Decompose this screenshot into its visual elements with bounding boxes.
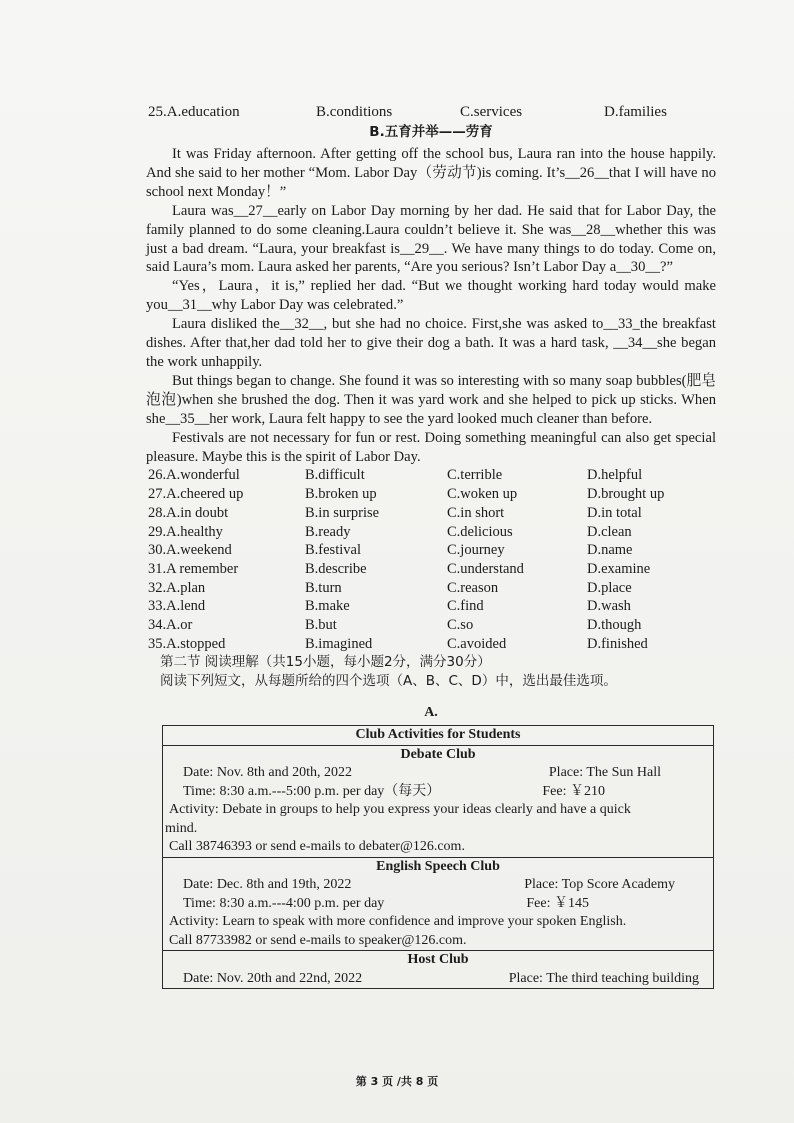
table-title: Club Activities for Students bbox=[163, 726, 714, 746]
club-contact: Call 87733982 or send e-mails to speaker@126.com. bbox=[169, 932, 467, 948]
option-row-27 bbox=[148, 485, 716, 504]
option-row-29 bbox=[148, 523, 716, 542]
page-footer: 第 3 页 /共 8 页 bbox=[355, 1075, 439, 1088]
club-place: Place: Top Score Academy bbox=[524, 877, 675, 893]
option: C.woken up bbox=[447, 486, 518, 503]
club-date: Date: Dec. 8th and 19th, 2022 bbox=[183, 877, 352, 893]
option: C.reason bbox=[447, 579, 499, 596]
passage-paragraph-2: Laura was__27__early on Labor Day morning by her dad. He said that for Labor Day, the family planned to do some cleaning.Laura couldn’t believe it. She was__28__whether this was just a bad dream. “Laura, your breakfast is__29__. We have many things to do today. Come on, said Laura’s mom. Laura asked her parents, “Are you serious? Isn’t Labor Day a__30__?” bbox=[146, 202, 716, 276]
option-row-34 bbox=[148, 616, 716, 635]
q25-option-b: B.conditions bbox=[316, 104, 393, 120]
option: 26.A.wonderful bbox=[148, 467, 240, 484]
option: 31.A remember bbox=[148, 560, 239, 577]
option: 30.A.weekend bbox=[148, 542, 232, 559]
option: D.place bbox=[587, 579, 632, 596]
option: D.brought up bbox=[587, 486, 665, 503]
option: D.finished bbox=[587, 635, 648, 652]
passage-paragraph-3: “Yes，Laura，it is,” replied her dad. “But we thought working hard today would make you__31__why Labor Day was celebrated.” bbox=[146, 278, 716, 314]
option: 35.A.stopped bbox=[148, 635, 226, 652]
option: 33.A.lend bbox=[148, 598, 206, 615]
option: B.in surprise bbox=[305, 504, 380, 521]
option: B.ready bbox=[305, 523, 351, 540]
exam-sheet bbox=[146, 96, 716, 989]
option: B.imagined bbox=[305, 635, 373, 652]
passage-paragraph-4: Laura disliked the__32__, but she had no choice. First,she was asked to__33_the breakfast dishes. After that,her dad told her to give their dog a bath. It was a hard task, __34__she began the work unhappily. bbox=[146, 316, 716, 370]
club-fee: Fee: ￥210 bbox=[542, 783, 605, 799]
option-row-28 bbox=[148, 504, 716, 523]
club-activities-table bbox=[162, 725, 714, 989]
option: D.helpful bbox=[587, 467, 643, 484]
option-row-30 bbox=[148, 541, 716, 560]
option-row-35 bbox=[148, 635, 716, 654]
passage-a-label: A. bbox=[424, 705, 438, 721]
option: D.clean bbox=[587, 523, 632, 540]
option-row-31 bbox=[148, 560, 716, 579]
option: D.examine bbox=[587, 560, 651, 577]
passage-paragraph-6: Festivals are not necessary for fun or rest. Doing something meaningful can also get special pleasure. Maybe this is the spirit of Labor Day. bbox=[146, 429, 716, 465]
option: B.broken up bbox=[305, 486, 377, 503]
club-name-english-speech: English Speech Club bbox=[163, 857, 714, 876]
passage-paragraph-1: It was Friday afternoon. After getting off the school bus, Laura ran into the house happily. And she said to her mother “Mom. Labor Day（劳动节)is coming. It’s__26__that I will have no school next Monday！” bbox=[146, 146, 716, 200]
option: C.terrible bbox=[447, 467, 503, 484]
club-activity-cont: mind. bbox=[165, 820, 198, 836]
q25-option-d: D.families bbox=[604, 104, 667, 120]
option: B.festival bbox=[305, 542, 361, 559]
option: 34.A.or bbox=[148, 617, 193, 634]
section2-instruction: 阅读下列短文，从每题所给的四个选项（A、B、C、D）中，选出最佳选项。 bbox=[160, 673, 617, 690]
option: C.so bbox=[447, 617, 474, 634]
option: C.find bbox=[447, 598, 484, 615]
option: D.wash bbox=[587, 598, 631, 615]
option: B.make bbox=[305, 598, 350, 615]
option: 32.A.plan bbox=[148, 579, 206, 596]
q25-option-a: 25.A.education bbox=[148, 104, 240, 120]
option: 27.A.cheered up bbox=[148, 486, 244, 503]
club-time: Time: 8:30 a.m.---5:00 p.m. per day（每天） bbox=[183, 783, 441, 799]
option: C.in short bbox=[447, 504, 505, 521]
club-date: Date: Nov. 20th and 22nd, 2022 bbox=[183, 970, 363, 986]
club-activity: Activity: Debate in groups to help you express your ideas clearly and have a quick bbox=[169, 802, 631, 818]
club-date: Date: Nov. 8th and 20th, 2022 bbox=[183, 765, 353, 781]
club-contact: Call 38746393 or send e-mails to debater@126.com. bbox=[169, 839, 465, 855]
passage-paragraph-5: But things began to change. She found it was so interesting with so many soap bubbles(肥皂泡泡)when she brushed the dog. Then it was yard work and she helped to pick up sticks. When she__35__her work, Laura felt happy to see the yard looked much cleaner than before. bbox=[146, 372, 716, 427]
option: B.but bbox=[305, 617, 337, 634]
club-activity: Activity: Learn to speak with more confidence and improve your spoken English. bbox=[169, 914, 627, 930]
club-fee: Fee: ￥145 bbox=[526, 895, 589, 911]
option: D.though bbox=[587, 617, 642, 634]
option-row-33 bbox=[148, 597, 716, 616]
option: C.delicious bbox=[447, 523, 513, 540]
club-place: Place: The third teaching building bbox=[508, 970, 699, 986]
club-time: Time: 8:30 a.m.---4:00 p.m. per day bbox=[183, 895, 385, 911]
option: B.describe bbox=[305, 560, 367, 577]
option: D.name bbox=[587, 542, 633, 559]
option: B.difficult bbox=[305, 467, 365, 484]
option: 29.A.healthy bbox=[148, 523, 223, 540]
cloze-options bbox=[146, 466, 716, 653]
option-row-32 bbox=[148, 579, 716, 598]
option: C.understand bbox=[447, 560, 524, 577]
q25-options bbox=[146, 104, 716, 121]
club-name-host: Host Club bbox=[163, 951, 714, 970]
q25-option-c: C.services bbox=[460, 104, 523, 120]
section-b-title: B.五育并举——劳育 bbox=[369, 124, 493, 140]
club-name-debate: Debate Club bbox=[400, 746, 476, 762]
section2-heading: 第二节 阅读理解（共15小题，每小题2分，满分30分） bbox=[160, 654, 491, 671]
option: D.in total bbox=[587, 504, 642, 521]
club-place: Place: The Sun Hall bbox=[548, 765, 661, 781]
option: 28.A.in doubt bbox=[148, 504, 229, 521]
option: C.avoided bbox=[447, 635, 507, 652]
option: C.journey bbox=[447, 542, 505, 559]
option: B.turn bbox=[305, 579, 342, 596]
option-row-26 bbox=[148, 466, 716, 485]
